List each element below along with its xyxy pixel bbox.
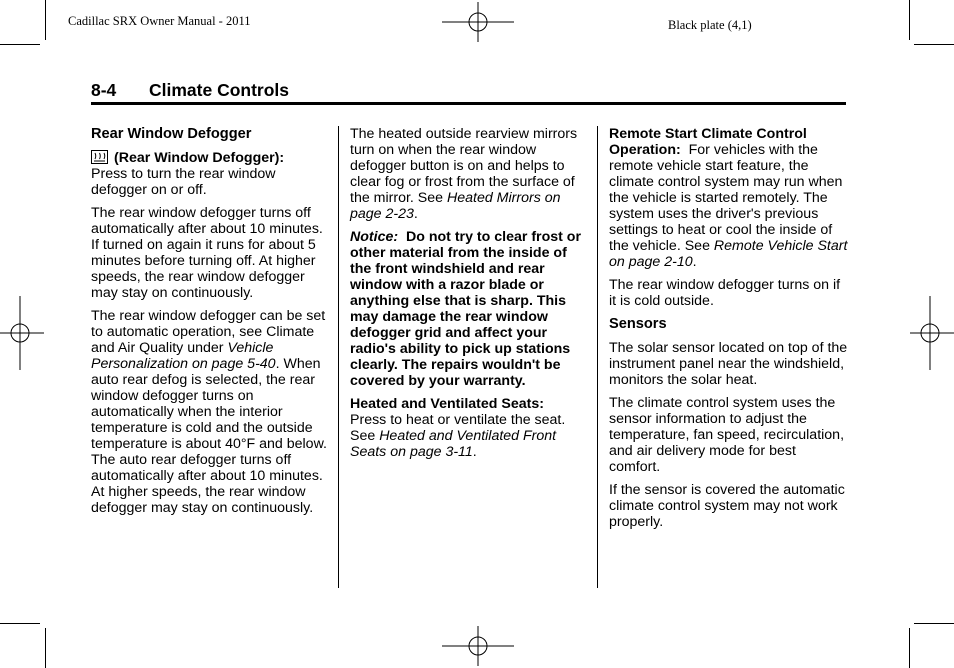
crop-mark	[0, 623, 40, 624]
cross-reference: Vehicle Personalization on page 5-40	[91, 340, 276, 372]
paragraph: If the sensor is covered the automatic climate control system may not work properly.	[609, 482, 845, 530]
paragraph	[350, 396, 588, 460]
section-header	[91, 80, 846, 105]
text: Press to heat or ventilate the seat. See	[350, 412, 566, 444]
paragraph	[91, 308, 327, 516]
paragraph: The climate control system uses the sensor information to adjust the temperature, fan speed, recirculation, and air delivery mode for best comfort.	[609, 395, 845, 475]
notice	[350, 229, 588, 389]
run-in-label: Remote Start Climate Control Operation:	[609, 126, 807, 158]
text: . When auto rear defog is selected, the rear window defogger turns on automatically when the interior temperature is cold and the outside temperature is about 40°F and below. The auto rear defogger turns off automatically after about 10 minutes. At higher speeds, the rear window defogger may stay on continuously.	[91, 356, 327, 516]
cross-reference: Heated and Ventilated Front Seats on page 3-11	[350, 428, 557, 460]
column-2	[350, 126, 588, 467]
cross-reference: Heated Mirrors on page 2-23	[350, 190, 561, 222]
notice-text: Do not try to clear frost or other material from the inside of the front windshield and rear window with a razor blade or anything else that is sharp. This may damage the rear window defogger grid and affect your radio's ability to pick up stations clearly. The repairs wouldn't be covered by your warranty.	[350, 229, 581, 389]
heading-rear-window-defogger: Rear Window Defogger	[91, 126, 252, 142]
text: The heated outside rearview mirrors turn on when the rear window defogger button is on and helps to clear fog or frost from the surface of the mirror. See	[350, 126, 578, 206]
rear-defogger-icon	[91, 150, 108, 164]
paragraph	[91, 150, 327, 198]
heading-sensors: Sensors	[609, 316, 667, 332]
crop-mark	[0, 44, 40, 45]
page-number: 8-4	[91, 80, 117, 100]
paragraph	[350, 126, 588, 222]
crop-mark	[909, 628, 910, 668]
print-header-right: Black plate (4,1)	[668, 18, 752, 32]
crop-mark	[45, 628, 46, 668]
paragraph: The rear window defogger turns off automatically after about 10 minutes. If turned on again it runs for about 5 minutes before turning off. At higher speeds, the rear window defogger may stay on continuously.	[91, 205, 323, 301]
registration-mark-top	[442, 2, 514, 42]
column-1	[91, 126, 327, 523]
text: .	[692, 254, 697, 270]
section-title: Climate Controls	[149, 80, 290, 100]
text: .	[413, 206, 418, 222]
registration-mark-left	[0, 296, 44, 370]
registration-mark-bottom	[442, 626, 514, 666]
crop-mark	[914, 44, 954, 45]
registration-mark-right	[910, 296, 954, 370]
icon-label: (Rear Window Defogger):	[114, 150, 285, 166]
print-header-left: Cadillac SRX Owner Manual - 2011	[68, 14, 251, 28]
text: Press to turn the rear window defogger on or off.	[91, 166, 276, 198]
text: .	[472, 444, 477, 460]
text: For vehicles with the remote vehicle start feature, the climate control system may run when the vehicle is started remotely. The system uses the driver's previous settings to heat or cool the inside of the vehicle. See	[609, 142, 843, 254]
column-divider	[597, 126, 598, 588]
cross-reference: Remote Vehicle Start on page 2-10	[609, 238, 848, 270]
crop-mark	[909, 0, 910, 40]
text: The rear window defogger can be set to automatic operation, see Climate and Air Quality under	[91, 308, 326, 356]
crop-mark	[914, 623, 954, 624]
crop-mark	[45, 0, 46, 40]
paragraph: The rear window defogger turns on if it is cold outside.	[609, 277, 841, 309]
column-divider	[338, 126, 339, 588]
run-in-label: Heated and Ventilated Seats:	[350, 396, 544, 412]
column-3	[609, 126, 849, 537]
paragraph: The solar sensor located on top of the instrument panel near the windshield, monitors the solar heat.	[609, 340, 848, 388]
paragraph	[609, 126, 849, 270]
notice-label: Notice:	[350, 229, 399, 245]
